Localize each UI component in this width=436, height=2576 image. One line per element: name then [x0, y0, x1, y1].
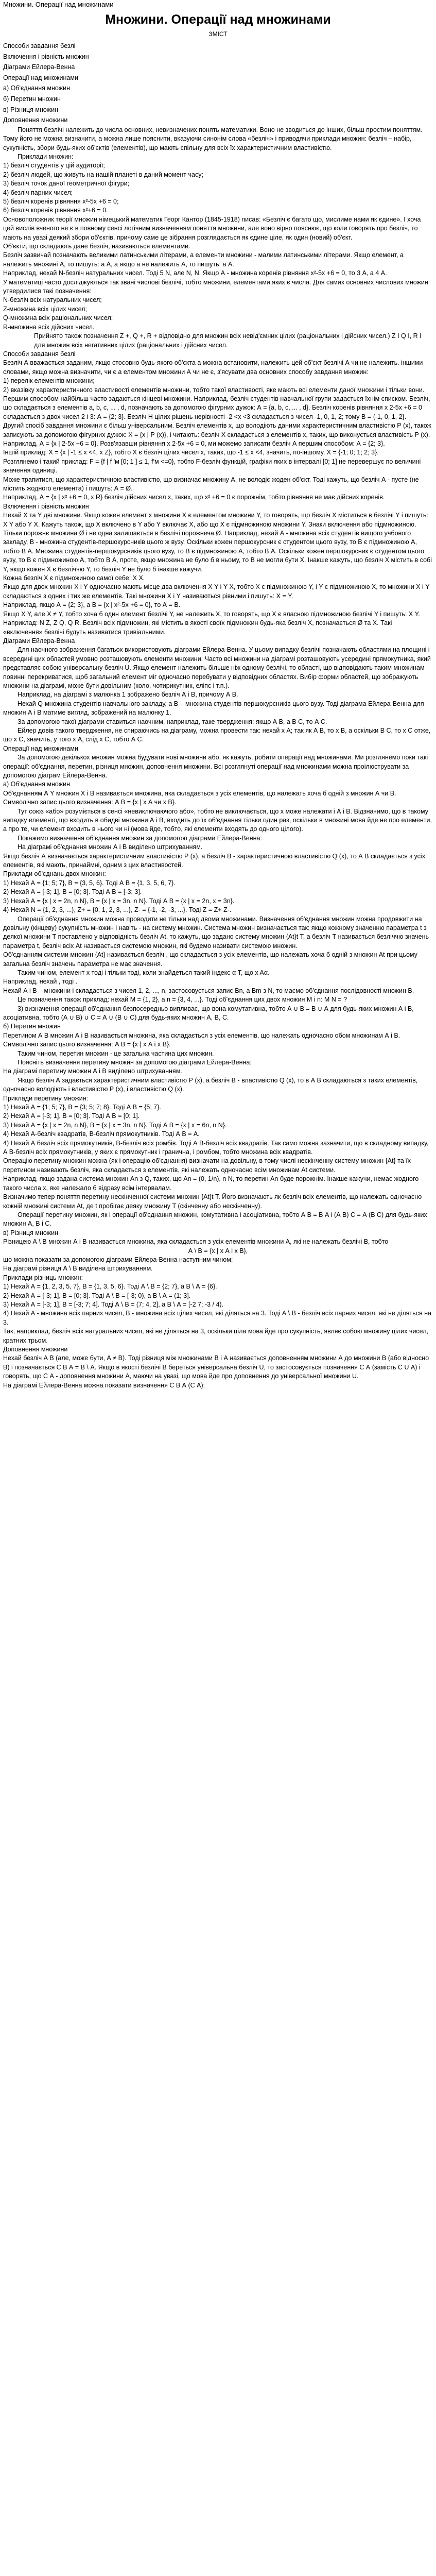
paragraph: Нехай Q-множина студентів навчального закладу, а В – множина студентів-першокурсників цього вузу. Тоді діаграма Ейлера-Венна для множин А і В матиме вигляд, зображений на малюнку 1. [3, 700, 424, 717]
paragraph: Першим способом найбільш часто задаються кінцеві множини. Наприклад, безліч студентів навчальної групи задається їхнім списком. Безліч, що складається з елементів а, b, с, ... , d, позначають за допомогою фігурних дужок: А = {а, b, с, ... , d}. Безліч коренів рівняння х 2-5х +6 = 0 складається з двох чисел 2 і 3: А = {2; 3}. Безліч Н цілих рішень нерівності -2 <х <3 складається з чисел -1, 0, 1, 2; тому В = {-1, 0, 1, 2}. [3, 395, 430, 420]
toc-link-text[interactable]: Способи завдання безлі [3, 42, 76, 49]
paragraph: Іншій приклад: Х = {х | -1 ≤ х <4, х Z}, тобто Х є безліч цілих чисел х, таких, що -1 ≤ х <4, значить, по-іншому, Х = {-1; 0; 1; 2; 3}. [3, 449, 379, 456]
paragraph: Тут союз «або» розуміється в сенсі «невиключаючого або», тобто не виключається, що х може належати і А і В. Відзначимо, що в такому випадку елементі, що входить в обидві множини А і В, входить до їх об'єднання тільки один раз, оскільки в множині мова йде не про елементи, а про те, чи елемент входить в нього чи ні (мова йде, тобто, які елементи входять до одного цілого). [3, 807, 432, 833]
paragraph: 2) Нехай А = [-3; 1], В = [0; 3]. Тоді А В = [-3; 3]. [3, 888, 142, 896]
paragraph: а) Об'єднання множин [3, 781, 70, 788]
paragraph: Якщо безліч А задається характеристичним властивістю Р (х), а безліч В - властивістю Q (х), то в А В складаються з таких елементів, одночасно володіють і властивістю Р (х), і властивістю Q (х). [3, 1076, 418, 1093]
paragraph: 5) безліч коренів рівняння х²-5х +6 = 0; [3, 198, 119, 205]
paragraph: Таким чином, елемент x тоді і тільки тоді, коли знайдеться такий індекс α Т, що x Aα. [18, 969, 270, 976]
paragraph: Нехай безліч А В (але, може бути, А ≠ В). Тоді різниця між множинами В і А називається доповненням множини А до множини В (або відносно В) і позначається С В А = В \ А. Якщо в якості безлічі В береться універсальна безліч U, то застосовується позначення С А (замість С U А) і говорять, що С А - доповнення множини А, маючи на увазі, що мова йде про доповнення до універсальної множини U. [3, 1354, 429, 1380]
paragraph: Способи завдання безлі [3, 350, 76, 358]
paragraph: 3) Нехай А = {х | х = 2n, n N}, В = {х | х = 3n, n N}. Тоді А В = {х | х = 6n, n N}. [3, 1121, 227, 1129]
paragraph: Приклади різниць множин: [3, 1274, 83, 1281]
paragraph: 1) перелік елементів множини; [3, 377, 95, 385]
paragraph: Поняття безлічі належить до числа основних, невизначених понять математики. Воно не зводиться до інших, більш простим поняттям. Тому його не можна визначити, а можна лише пояснити, вказуючи синонім слова «безліч» і приводячи приклади множин: безліч – набір, сукупність, збори будь-яких об'єктів (елементів), що мають спільну для всіх їх характеристичним властивістю. [3, 126, 423, 151]
page-title: Множини. Операції над множинами [105, 12, 331, 27]
paragraph: Перетином А В множин А і В називається множина, яка складається з усіх елементів, що належать одночасно обом множинам А і В. [3, 1031, 400, 1039]
paragraph: що можна показати за допомогою діаграми Ейлера-Венна наступним чином: [3, 1256, 233, 1263]
paragraph: Безліч зазвичай позначають великими латинськими літерами, а елементи множини - малими латинськими літерами. Якщо елемент, а належить множині А, то пишуть: а А, а якщо а не належить А, то пишуть: а А. [3, 251, 404, 268]
paragraph: На діаграмі різниця А \ В виділена штрихуванням. [3, 1265, 153, 1273]
paragraph: На діаграмі перетину множин А і В виділено штрихуванням. [3, 1067, 182, 1075]
paragraph: Приклади перетину множин: [3, 1094, 89, 1102]
paragraph: Так, наприклад, безліч всіх натуральних чисел, які не діляться на 3, оскільки ціла мова йде про сукупність, являє собою множину цілих чисел, кратних трьом. [3, 1328, 428, 1344]
toc-link-euler-venn[interactable] [3, 62, 433, 73]
paragraph: Визначимо тепер поняття перетину нескінченної системи множин {Аt}t Т. Його визначають як безліч всіх елементів, що належать одночасно кожній множині системи Аt, де t пробігає деяку множину T (скінченну або нескінченну). [3, 1193, 422, 1210]
paragraph: Розглянемо і такий приклад: F = {f | f 'м [0; 1 ] ≤ 1, f'м <=0}, тобто F-безліч функцій, графіки яких в інтервалі [0; 1] не перевершує по величині значення одиниці. [3, 457, 421, 474]
paragraph: R-множина всіх дійсних чисел. [3, 323, 95, 331]
paragraph: Операції над множинами [3, 744, 78, 752]
paragraph: Ейлер довів такого твердження, не спираючись на діаграму, можна провести так: нехай х А; так як А В, то х В, а оскільки В С, то х С отже, що х С, значить, у того х А, слід х С, тобто А С. [3, 726, 431, 743]
paragraph: Якщо Х Y, але Х ≠ Y, тобто хоча б один елемент безлічі Y, не належить Х, то говорять, що Х є власною підмножиною безлічі Y і пишуть: Х Y. Наприклад: N Z, Z Q, Q R. Безліч всіх підмножин, які містить в якості своїх підмножин будь-яка безліч Х, позначається Ø та Х. Такі «включення» безлічі будуть називатися тривіальними. [3, 610, 420, 636]
paragraph: Може трапитися, що характеристичною властивістю, що визначає множину А, не володіє жоден об'єкт. Тоді кажуть, що безліч А - пусте (не містить жодного елемента) і пишуть: А = Ø. [3, 476, 419, 492]
paragraph: Доповнення множини [3, 1346, 68, 1353]
paragraph: Q-множина всіх раціональних чисел; [3, 314, 113, 322]
paragraph: Таким чином, перетин множин - це загальна частина цих множин. [18, 1049, 214, 1057]
paragraph: Діаграми Ейлера-Венна [3, 637, 75, 645]
toc-label: ЗМІСТ [208, 30, 228, 38]
paragraph: Різницею А \ В множин А і В називається множина, яка складається з усіх елементів множини А, які не належать безлічі В, тобто [3, 1238, 389, 1246]
paragraph: Операції об'єднання множин можна проводити не тільки над двома множинами. Визначення об'єднання множин можна продовжити на довільну (кінцеву) сукупність множин і навіть - на систему множин. Система множин визначається так: якщо кожному значенню параметра t з деякої множини Т поставлено у відповідність безліч At, то кажуть, що задано систему множин {At}t T, а безліч Т називається безліччю значень параметра t, безліч всіх At називається системою множин, які будемо називати системою множин. [3, 915, 429, 950]
paragraph: Операцію перетину множин можна (як і операцію об'єднання) визначати на довільну, в тому числі нескінченну систему множин {Аt} та їх перетином називають безліч, яка складається з елементів, які належать одночасно всім множинам Аt системи. [3, 1157, 411, 1174]
toc-link-text[interactable]: б) Перетин множин [3, 95, 61, 103]
paragraph: 2) Нехай А = [-3; 1], В = [0; 3]. Тоді А В = [0; 1]. [3, 1112, 140, 1120]
toc-link-operations[interactable] [3, 73, 433, 83]
paragraph: Другий спосіб завдання множини є більш універсальним. Безліч елементів х, що володіють даними характеристичним властивістю Р (х), також записують за допомогою фігурних дужок: Х = {х | Р (х)}, і читають: безліч Х складається з елементів х, таких, що виконується властивість Р (х). Наприклад, А = {х | 2-5х +6 = 0}. Розв'язавши рівняння х 2-5х +6 = 0, ми можемо записати безліч А першим способом: А = {2; 3}. [3, 422, 431, 447]
toc-link-text[interactable]: Включення і рівність множин [3, 53, 89, 60]
paragraph: 3) безліч точок даної геометричної фігури; [3, 180, 130, 188]
paragraph: Операції перетину множин, як і операції об'єднання множин, комутативна і асоціативна, тобто А В = В А і (А В) С = А (В С) для будь-яких множин А, В і С. [3, 1211, 427, 1228]
paragraph: 3) визначення операції об'єднання безпосередньо випливає, що вона комутативна, тобто А ∪ В = В ∪ А для будь-яких множин А і В, асоціативна, тобто (А ∪ В) ∪ С = А ∪ (В ∪ С) для будь-яких множин А, В, С. [3, 1005, 414, 1021]
paragraph: 1) Нехай А = {1; 5; 7}, В = {3; 5; 7; 8}. Тоді А В = {5; 7}. [3, 1104, 161, 1111]
window-title: Множини. Операції над множинами [3, 1, 114, 8]
paragraph: 4) Нехай А безліч всіх прямокутників, В-безліч всіх ромбів. Тоді А В-безліч всіх квадратів. Так само можна зазначити, що в складному випадку, А В-безліч всіх прямокутників, у яких є прямокутник і гранична, і ромбом, тобто множина всіх квадратів. [3, 1139, 429, 1156]
paragraph: За допомогою такої діаграми ставиться наочним, наприклад, таке твердження: якщо А В, а В С, то А С. [18, 718, 327, 725]
paragraph: Приклади об'єднань двох множин: [3, 870, 106, 878]
paragraph: Нехай А і В – множини і складається з чисел 1, 2, ..., n, застосовується запис Вn, а Вm з N, то маємо об'єднання послідовності множин В. [3, 987, 414, 994]
paragraph: 1) безліч студентів у цій аудиторії; [3, 162, 105, 170]
paragraph: Основоположник теорії множин німецький математик Георг Кантор (1845-1918) писав: «Безліч є багато що, мислиме нами як єдине». І хоча цей вислів вченого не є в повному сенсі логічним визначенням поняття множини, але воно вірно пояснює, що коли говорять про безліч, то мають на увазі деякий збори об'єктів, причому саме це зібрання розглядається як єдине ціле, як один (новий) об'єкт. [3, 215, 421, 241]
paragraph: Нехай Х та Y дві множини. Якщо кожен елемент х множини Х є елементом множини Y, то говорять, що безліч Х міститься в безлічі Y і пишуть: Х Y або Y Х. Кажуть також, що Х включено в Y або Y включає Х, або що Х є підмножиною множини Y. Знаки включення або підмножиною. Тільки порожнє множина Ø і не одна залишається в безлічі порожнеча Ø. Наприклад, нехай А - множина всіх студентів вищого учбового закладу, В - множина студентів-першокурсників цього ж вузу. Оскільки кожен першокурсник є студентом цього вузу, то В є підмножиною А, тобто В А. Множина студентів-першокурсників цього вузу, то В є підмножиною А, тобто В А. Оскільки кожен першокурсник є студентом цього вузу, то В є підмножиною А, тобто В А, проте, якщо множина не було б в ньому, то В не могли бути Х. Інакше кажуть, що безліч Х містить в собі Y, якщо кожен Х є безліччю Y, то безліч Y не було б інакше кажучи. [3, 512, 432, 573]
toc-link-text[interactable]: Діаграми Ейлера-Венна [3, 63, 75, 71]
paragraph: Включення і рівність множин [3, 502, 89, 510]
paragraph: Символічно запис цього визначення: А В = {х | х А чи х В}. [3, 799, 177, 806]
toc-link-inclusion[interactable] [3, 52, 433, 62]
toc-link-intersection[interactable] [3, 94, 433, 105]
paragraph: У математиці часто досліджуються так звані числові безлічі, тобто множини, елементами яких є числа. Для самих основних числових множин утвердилися такі позначення: [3, 278, 428, 295]
paragraph: N-безліч всіх натуральних чисел; [3, 296, 102, 304]
toc-link-text[interactable]: в) Різниця множин [3, 106, 58, 113]
paragraph: За допомогою декількох множин можна будувати нові множини або, як кажуть, робити операції над множинами. Ми розглянемо поки такі операції: об'єднання, перетин, різниця множин, доповнення множини. Всі розглянуті операції над множинами можна проілюструвати за допомогою діаграм Ейлера-Венна. [3, 754, 428, 779]
toc-link-complement[interactable] [3, 115, 433, 126]
paragraph: Символічно запис цього визначення: А В = {х | х А і х В}. [3, 1041, 171, 1048]
paragraph: Наприклад, якщо задана система множин Аn з Q, таких, що Аn = (0, 1/n), n N, то перетин Аn буде порожнім. Інакше кажучи, немає жодного такого числа х, яке належало б відразу всім інтервалам. [3, 1175, 419, 1192]
paragraph: Наприклад, А = {х | х² +6 = 0, х R} безліч дійсних чисел х, таких, що х² +6 = 0 є порожнім, тобто рівняння не має дійсних коренів. [3, 494, 385, 501]
paragraph: 1) Нехай А = {1, 2, 3, 5, 7}, В = {1, 3, 5, 6}. Тоді А \ В = {2; 7}, а В \ А = {6}. [3, 1283, 217, 1291]
paragraph: Покажемо визначення об'єднання множин за допомогою діаграми Ейлера-Венна: [18, 834, 262, 842]
paragraph: 6) безліч коренів рівняння х²+6 = 0. [3, 207, 108, 214]
paragraph: в) Різниця множин [3, 1229, 58, 1236]
article-body [3, 126, 433, 1390]
toc-link-ways-to-define[interactable] [3, 41, 433, 52]
paragraph: Наприклад, якщо А = {2; 3}, а В = {х | х²-5х +6 = 0}, то А = В. [3, 601, 181, 609]
paragraph: Для наочного зображення багатьох використовують діаграми Ейлера-Венна. У цьому випадку безлічі позначають областями на площині і всередині цих областей умовно розташовують елементи множини. Часто всі множини на діаграмі розташовують усередині прямокутника, який представляє собою універсальну безліч U. Якщо елемент належить більше ніж одному безлічі, то області, що відповідають таким множинам повинні перекриватися, щоб загальний елемент міг одночасно перебувати у відповідних областях. Вибір форми областей, що зображують множини на діаграмі, може бути довільним (коло, чотирикутник, еліпс і т.п.). [3, 646, 431, 689]
paragraph: Це позначення також приклад: нехай M = {1, 2}, а n = {3, 4, ...}. Тоді об'єднання цих двох множин М і n: М N = ? [18, 996, 347, 1004]
table-of-contents [3, 41, 433, 126]
toc-link-text[interactable]: Операції над множинами [3, 74, 78, 81]
paragraph: 4) Нехай А-безліч квадратів, В-безліч прямокутників. Тоді А В = А. [3, 1130, 200, 1138]
paragraph: Безліч А вважається заданим, якщо стосовно будь-якого об'єкта а можна встановити, належить цей об'єкт безлічі А чи не належить. іншими словами, якщо можна визначити, чи є а елементом множини А чи не є, з'ясувати два основних способу завдання множин: [3, 359, 423, 376]
paragraph: Якщо безліч А визначається характеристичним властивістю Р (х), а безліч В - характеристичною властивістю Q (х), то А В складається з усіх елементів, які мають, принаймні, одним з цих властивостей. [3, 852, 425, 869]
paragraph: Об'єднанням А Y множин Х і В називається множина, яка складається з усіх елементів, що належать хоча б одній з множин А чи В. [3, 789, 396, 797]
paragraph: Об'єкти, що складають дане безліч, називаються елементами. [3, 243, 190, 250]
paragraph: Якщо для двох множин Х і Y одночасно мають місце два включення Х Y і Y Х, тобто Х є підмножиною Y, і Y є підмножиною Х, то множини Х і Y складаються з одних і тих же елементів. Такі множини Х і Y називаються рівними і пишуть: Х = Y. [3, 583, 430, 600]
paragraph: Прийнято також позначення Z +, Q +, R + відповідно для множин всіх невід'ємних цілих (раціональних і дійсних чисел.) Z І Q І, R І для множин всіх негативних цілих (раціональних і дійсних чисел. [34, 332, 422, 349]
paragraph: 4) Нехай А - множина всіх парних чисел, В - множина всіх цілих чисел, які діляться на 3. Тоді А \ В - безліч всіх парних чисел, які не діляться на 3. [3, 1310, 432, 1326]
paragraph: 2) безліч людей, що живуть на нашій планеті в даний момент часу; [3, 171, 203, 178]
paragraph: б) Перетин множин [3, 1023, 61, 1030]
paragraph: А \ В = {х | х А і х В}, [188, 1247, 248, 1255]
toc-link-text[interactable]: Доповнення множини [3, 116, 68, 124]
paragraph: Z-множина всіх цілих чисел; [3, 305, 88, 313]
paragraph: На діаграмі об'єднання множин А і В виділено штрихуванням. [18, 843, 203, 851]
paragraph: Наприклад, нехай N-безліч натуральних чисел. Тоді 5 N, але N, N. Якщо А - множина коренів рівняння х²-5х +6 = 0, то 3 А, а 4 А. [3, 269, 387, 277]
paragraph: На діаграмі Ейлера-Венна можна показати визначення С В А (С А): [3, 1381, 205, 1389]
paragraph: 2) Нехай А = [-3; 1], В = [0; 3]. Тоді А \ В = [-3; 0), а В \ А = (1; 3]. [3, 1292, 191, 1299]
paragraph: 3) Нехай А = [-3; 1], В = [-3; 7; 4]. Тоді А \ В = (7; 4, 2], а В \ А = [-2 7; -3 / 4). [3, 1300, 224, 1308]
paragraph: Приклади множин: [18, 152, 74, 160]
toc-link-text[interactable]: а) Об'єднання множин [3, 84, 70, 92]
paragraph: Об'єднанням системи множин {At} називається безліч , що складається з усіх елементів, що належать хоча б одній з множин At при цьому загальна безліч значень параметра не має значення. [3, 951, 417, 968]
paragraph: 2) вказівку характеристичного властивості елементів множини, тобто такої властивості, яке мають всі елементи даної множини і тільки вони. [3, 386, 425, 394]
paragraph: 1) Нехай А = {1; 5; 7}, В = {3, 5, 6}. Тоді А В = {1, 3, 5, 6, 7}. [3, 879, 176, 887]
paragraph: Поясніть визначення перетину множин за допомогою діаграми Ейлера-Венна: [18, 1059, 252, 1066]
paragraph: Наприклад, нехай , тоді . [3, 978, 78, 986]
toc-link-difference[interactable] [3, 105, 433, 115]
paragraph: 3) Нехай А = {х | х = 2n, n N}, В = {х | х = 3n, n N}. Тоді А В = {х | х = 2n, х = 3n}. [3, 897, 235, 905]
paragraph: 4) безліч парних чисел; [3, 189, 73, 196]
paragraph: Наприклад, на діаграмі з малюнка 1 зображено безліч А і В, причому А В. [18, 691, 238, 699]
toc-link-union[interactable] [3, 83, 433, 94]
paragraph: Кожна безліч Х є підмножиною самої себе: Х Х. [3, 574, 145, 582]
paragraph: 4) Нехай N = {1, 2, 3, ...}, Z+ = {0, 1, 2, 3, ...}, Z- = {-1, -2, -3, ...}. Тоді Z = Z+ Z-. [3, 906, 232, 914]
